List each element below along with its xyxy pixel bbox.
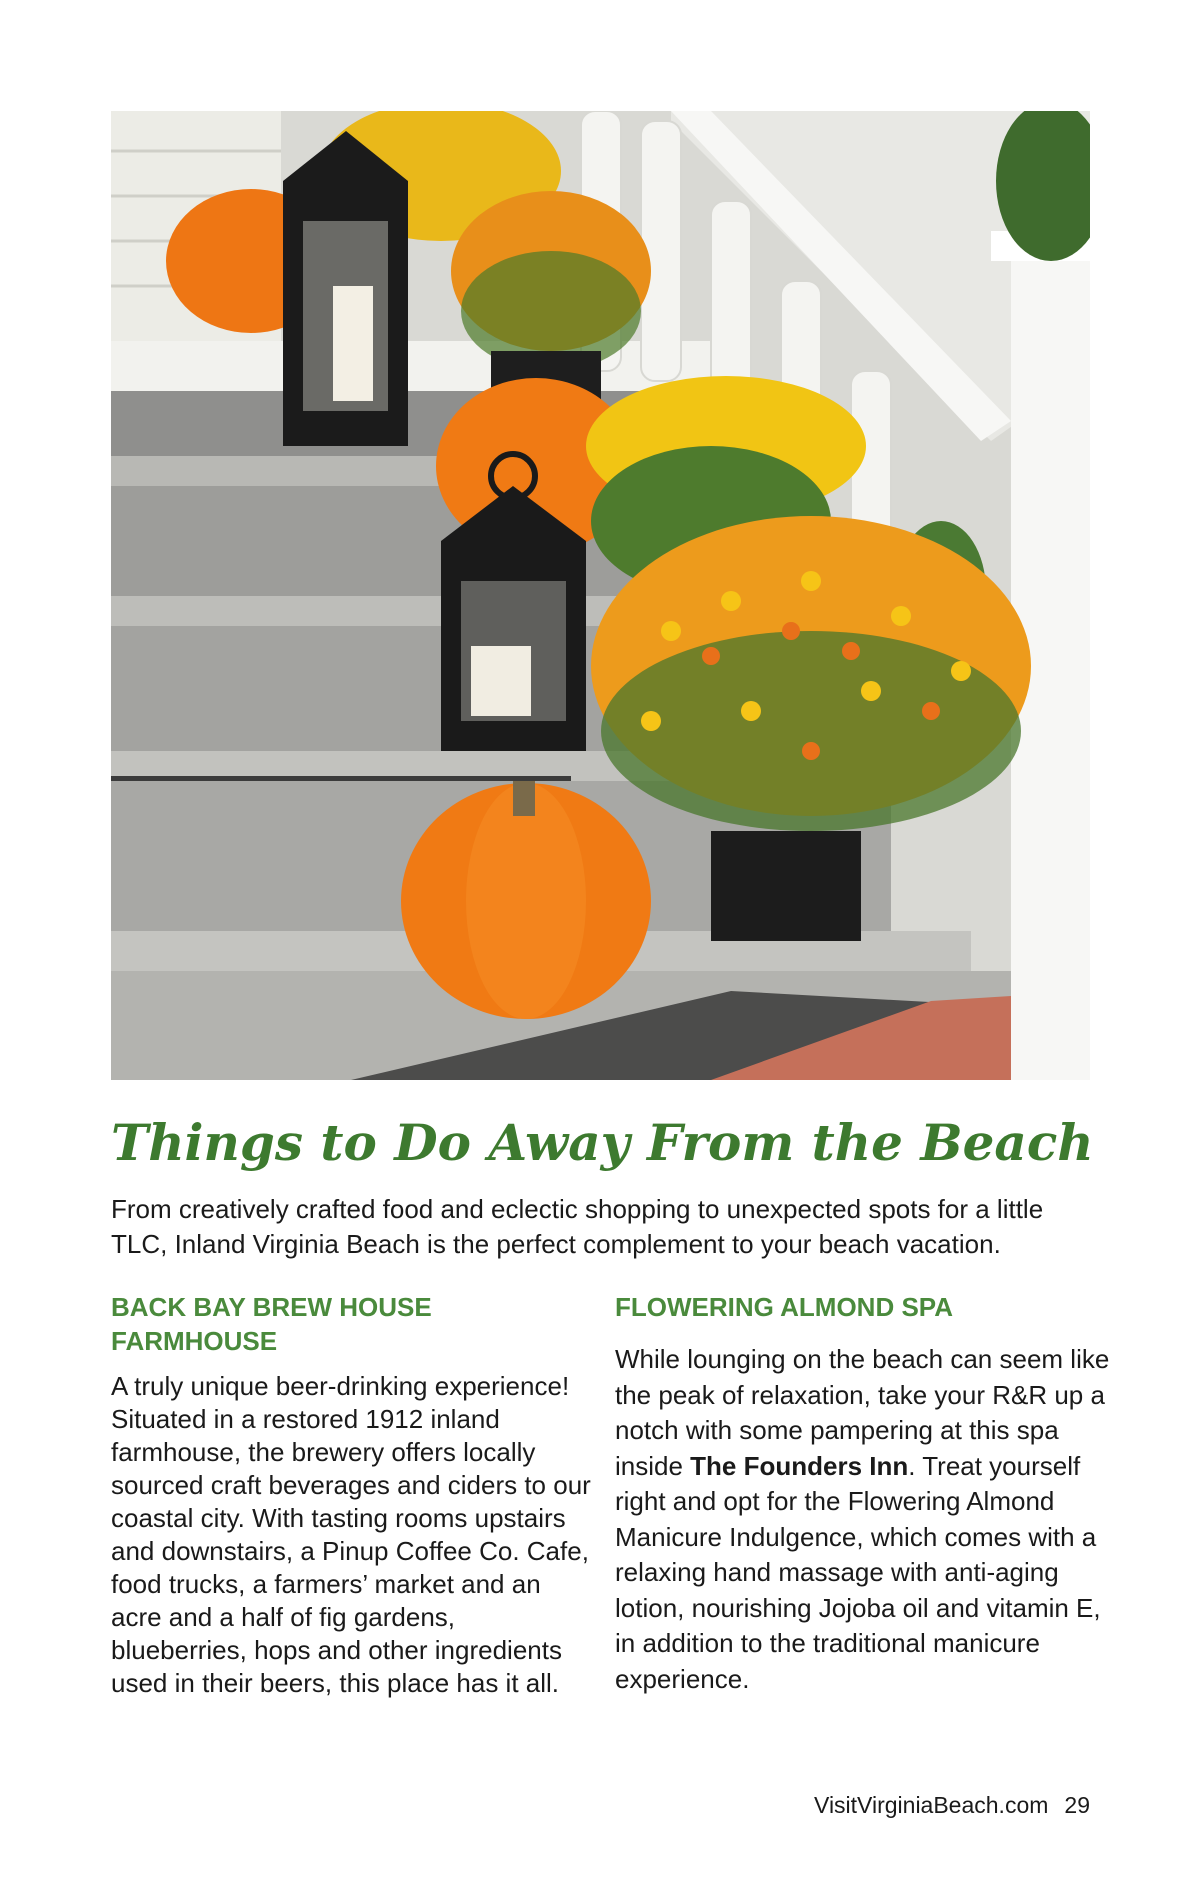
- flowering-almond-spa-heading: FLOWERING ALMOND SPA: [615, 1292, 953, 1322]
- founders-inn-name: The Founders Inn: [690, 1450, 909, 1481]
- right-column: [615, 1290, 1115, 1697]
- left-column: [111, 1290, 591, 1700]
- back-bay-brew-house-body: A truly unique beer-drinking experience! Situated in a restored 1912 inland farmhouse, the brewery offers locally sourced craft beverages and ciders to our coastal city. With tasting rooms upstairs and downstairs, a Pinup Coffee Co. Cafe, food trucks, a farmers’ market and an acre and a half of fig gardens, blueberries, hops and other ingredients used in their beers, this place has it all.: [111, 1371, 591, 1698]
- pumpkins-lanterns-mums-on-porch-steps-icon: [111, 111, 1090, 1080]
- footer-site-url: VisitVirginiaBeach.com: [814, 1792, 1049, 1818]
- page-number: 29: [1064, 1792, 1090, 1818]
- porch-photo: [111, 111, 1090, 1080]
- flowering-almond-spa-body: [615, 1342, 1115, 1697]
- page-footer: [814, 1790, 1090, 1820]
- back-bay-brew-house-heading: BACK BAY BREW HOUSE FARMHOUSE: [111, 1292, 432, 1356]
- intro-paragraph: From creatively crafted food and eclectic shopping to unexpected spots for a little TLC, Inland Virginia Beach is the perfect complement to your beach vacation.: [111, 1194, 1044, 1259]
- spa-body-text-start: While lounging on the beach can seem like the peak of relaxation, take your R&R up a notch with some pampering at this spa inside: [615, 1344, 1110, 1481]
- spa-body-text-end: . Treat yourself right and opt for the Flowering Almond Manicure Indulgence, which comes with a relaxing hand massage with anti-aging lotion, nourishing Jojoba oil and vitamin E, in addition to the traditional manicure experience.: [615, 1450, 1101, 1694]
- page-title: Things to Do Away From the Beach: [111, 1113, 1094, 1172]
